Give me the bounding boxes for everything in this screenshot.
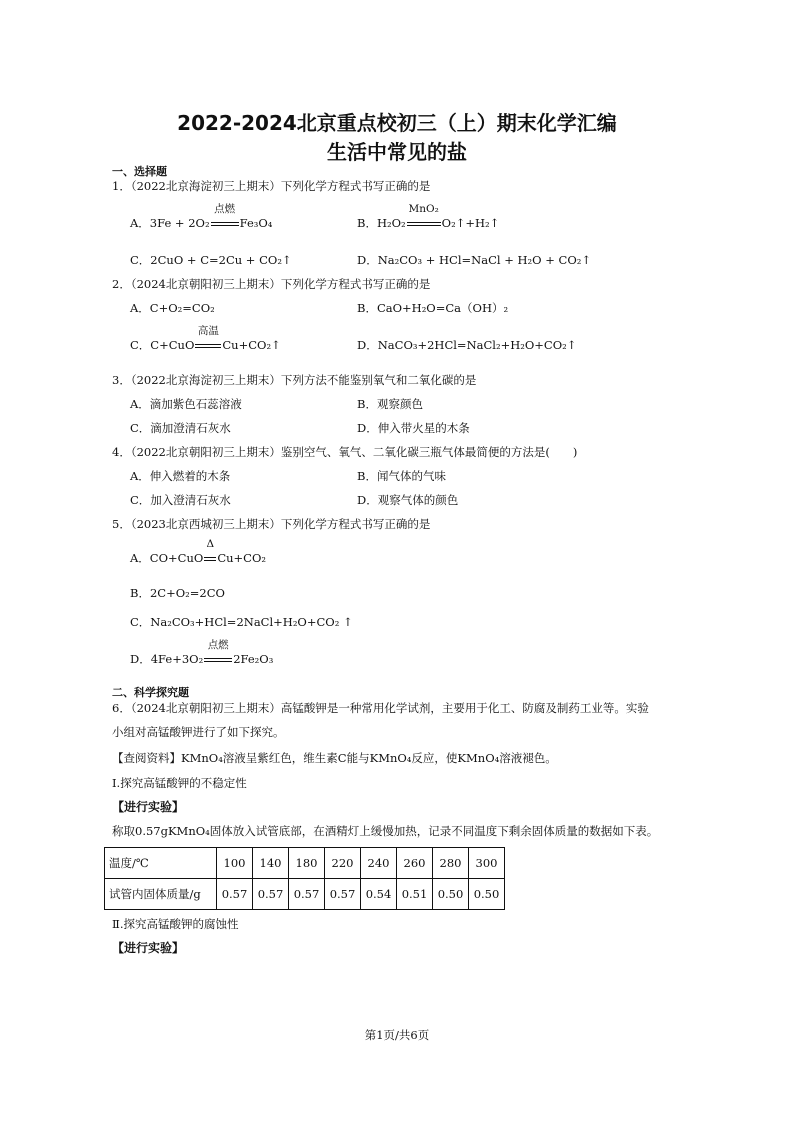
q1-option-b (357, 203, 500, 231)
question-3-stem: 3．（2022北京海淀初三上期末）下列方法不能鉴别氧气和二氧化碳的是 (112, 373, 477, 387)
table-cell: 240 (361, 848, 397, 879)
table-cell: 140 (253, 848, 289, 879)
q5-a-rhs: Cu+CO₂ (217, 551, 266, 565)
q2-c-condition-label: 高温 (197, 325, 219, 337)
table-row (105, 848, 505, 879)
q5-d-lhs: D．4Fe+3O₂ (130, 652, 204, 666)
q6-part2-heading: Ⅱ.探究高锰酸钾的腐蚀性 (112, 917, 239, 931)
question-1-stem: 1．（2022北京海淀初三上期末）下列化学方程式书写正确的是 (112, 179, 431, 193)
table-cell: 0.57 (217, 879, 253, 910)
q5-a-lhs: A．CO+CuO (130, 551, 204, 565)
q6-description: 称取0.57gKMnO₄固体放入试管底部，在酒精灯上缓慢加热，记录不同温度下剩余固体质量的数据如下表。 (112, 824, 659, 838)
question-4-stem: 4．（2022北京朝阳初三上期末）鉴别空气、氧气、二氧化碳三瓶气体最简便的方法是( ) (112, 445, 578, 459)
q1-b-condition (407, 203, 441, 231)
q2-c-lhs: C．C+CuO (130, 338, 195, 352)
question-6-stem-line2: 小组对高锰酸钾进行了如下探究。 (112, 725, 285, 739)
q5-option-a (130, 538, 266, 566)
q2-option-c (130, 325, 281, 353)
q1-a-condition-label: 点燃 (214, 203, 236, 215)
table-cell: 0.50 (433, 879, 469, 910)
q5-d-condition (204, 639, 232, 667)
q3-option-a: A．滴加紫色石蕊溶液 (130, 397, 242, 411)
section-heading-inquiry: 二、科学探究题 (112, 686, 189, 699)
q5-d-rhs: 2Fe₂O₃ (233, 652, 274, 666)
q5-option-d (130, 639, 274, 667)
q2-option-d: D．NaCO₃+2HCl=NaCl₂+H₂O+CO₂↑ (357, 338, 577, 352)
question-6-stem-line1: 6．（2024北京朝阳初三上期末）高锰酸钾是一种常用化学试剂，主要用于化工、防腐及制药工业等。实验 (112, 701, 649, 715)
q1-option-c: C．2CuO + C=2Cu + CO₂↑ (130, 253, 292, 267)
table-cell: 0.57 (325, 879, 361, 910)
q2-option-b: B．CaO+H₂O=Ca（OH）₂ (357, 301, 509, 315)
table-cell: 0.57 (289, 879, 325, 910)
q2-option-a: A．C+O₂=CO₂ (130, 301, 215, 315)
q4-option-b: B．闻气体的气味 (357, 469, 446, 483)
table-cell: 300 (469, 848, 505, 879)
table-cell: 220 (325, 848, 361, 879)
q1-a-lhs: A．3Fe + 2O₂ (130, 216, 210, 230)
q2-c-condition (195, 325, 221, 353)
document-subtitle: 生活中常见的盐 (327, 140, 467, 164)
section-heading-choice: 一、选择题 (112, 165, 167, 178)
table-cell: 260 (397, 848, 433, 879)
q3-option-b: B．观察颜色 (357, 397, 423, 411)
q4-option-d: D．观察气体的颜色 (357, 493, 459, 507)
page-footer: 第1页/共6页 (364, 1028, 430, 1042)
table-cell: 0.54 (361, 879, 397, 910)
q5-option-c: C．Na₂CO₃+HCl=2NaCl+H₂O+CO₂ ↑ (130, 615, 353, 629)
table-cell: 180 (289, 848, 325, 879)
q5-a-condition-label: Δ (206, 538, 215, 550)
table-row-header-mass: 试管内固体质量/g (105, 879, 217, 910)
document-title: 2022-2024北京重点校初三（上）期末化学汇编 (177, 111, 617, 135)
q4-option-c: C．加入澄清石灰水 (130, 493, 231, 507)
q6-experiment-heading-1: 【进行实验】 (112, 800, 185, 814)
q3-option-d: D．伸入带火星的木条 (357, 421, 470, 435)
q1-a-rhs: Fe₃O₄ (239, 216, 273, 230)
q3-option-c: C．滴加澄清石灰水 (130, 421, 231, 435)
table-row-header-temperature: 温度/℃ (105, 848, 217, 879)
q1-b-condition-label: MnO₂ (408, 203, 439, 215)
q1-a-condition (211, 203, 239, 231)
q5-a-condition (204, 538, 216, 566)
table-cell: 0.50 (469, 879, 505, 910)
q1-option-a (130, 203, 273, 231)
table-cell: 100 (217, 848, 253, 879)
q1-b-lhs: B．H₂O₂ (357, 216, 406, 230)
q1-option-d: D．Na₂CO₃ + HCl=NaCl + H₂O + CO₂↑ (357, 253, 592, 267)
table-row (105, 879, 505, 910)
table-cell: 0.51 (397, 879, 433, 910)
q6-experiment-heading-2: 【进行实验】 (112, 941, 185, 955)
table-cell: 0.57 (253, 879, 289, 910)
q1-b-rhs: O₂↑+H₂↑ (441, 216, 500, 230)
q6-reference: 【查阅资料】KMnO₄溶液呈紫红色，维生素C能与KMnO₄反应，使KMnO₄溶液褪色。 (112, 751, 557, 765)
q6-part1-heading: Ⅰ.探究高锰酸钾的不稳定性 (112, 776, 247, 790)
q5-option-b: B．2C+O₂=2CO (130, 586, 225, 600)
q2-c-rhs: Cu+CO₂↑ (222, 338, 281, 352)
question-5-stem: 5．（2023北京西城初三上期末）下列化学方程式书写正确的是 (112, 517, 431, 531)
table-cell: 280 (433, 848, 469, 879)
temperature-mass-table (104, 847, 505, 910)
q4-option-a: A．伸入燃着的木条 (130, 469, 231, 483)
q5-d-condition-label: 点燃 (207, 639, 229, 651)
question-2-stem: 2．（2024北京朝阳初三上期末）下列化学方程式书写正确的是 (112, 277, 431, 291)
